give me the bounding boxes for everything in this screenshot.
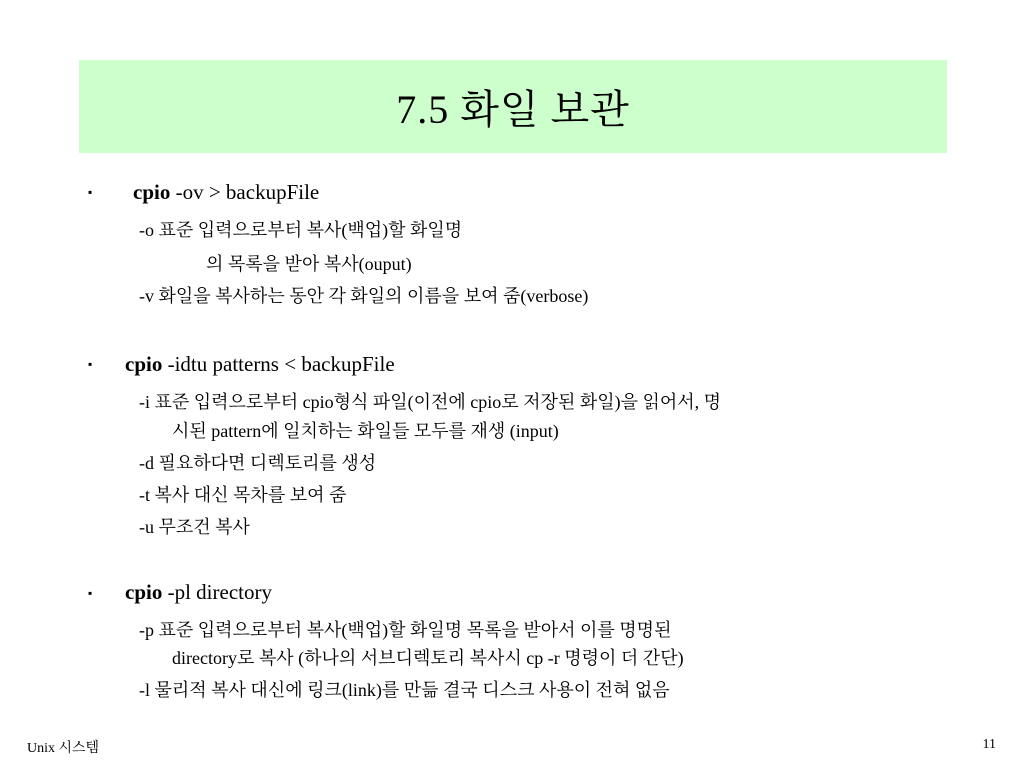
- page-number: 11: [982, 737, 996, 752]
- option-line: -d 필요하다면 디렉토리를 생성: [139, 453, 377, 473]
- command-name: cpio: [133, 180, 171, 204]
- bullet-item: [125, 352, 395, 377]
- command-name: cpio: [125, 352, 163, 376]
- bullet-item: [125, 580, 272, 605]
- slide-title: 7.5 화일 보관: [396, 87, 630, 132]
- option-line: -u 무조건 복사: [139, 517, 250, 537]
- option-line-continuation: directory로 복사 (하나의 서브디렉토리 복사시 cp -r 명령이 더 간단): [172, 648, 684, 668]
- option-line: -t 복사 대신 목차를 보여 줌: [139, 485, 347, 505]
- option-line-continuation: 의 목록을 받아 복사(ouput): [206, 254, 412, 274]
- option-line-continuation: 시된 pattern에 일치하는 화일들 모두를 재생 (input): [172, 421, 559, 441]
- footer-left-label: Unix 시스템: [27, 741, 100, 756]
- bullet-item: [133, 180, 319, 205]
- command-args: -ov > backupFile: [175, 180, 320, 204]
- bullet-marker: ▪: [88, 357, 93, 371]
- option-line: -l 물리적 복사 대신에 링크(link)를 만듦 결국 디스크 사용이 전혀 없음: [139, 680, 670, 700]
- option-line: -p 표준 입력으로부터 복사(백업)할 화일명 목록을 받아서 이를 명명된: [139, 620, 672, 640]
- option-line: -i 표준 입력으로부터 cpio형식 파일(이전에 cpio로 저장된 화일)을 읽어서, 명: [139, 392, 722, 412]
- option-line: -v 화일을 복사하는 동안 각 화일의 이름을 보여 줌(verbose): [139, 286, 589, 306]
- command-args: -idtu patterns < backupFile: [167, 352, 395, 376]
- bullet-marker: ▪: [88, 185, 93, 199]
- command-name: cpio: [125, 580, 163, 604]
- bullet-marker: ▪: [88, 586, 93, 600]
- option-line: -o 표준 입력으로부터 복사(백업)할 화일명: [139, 220, 463, 240]
- command-args: -pl directory: [167, 580, 272, 604]
